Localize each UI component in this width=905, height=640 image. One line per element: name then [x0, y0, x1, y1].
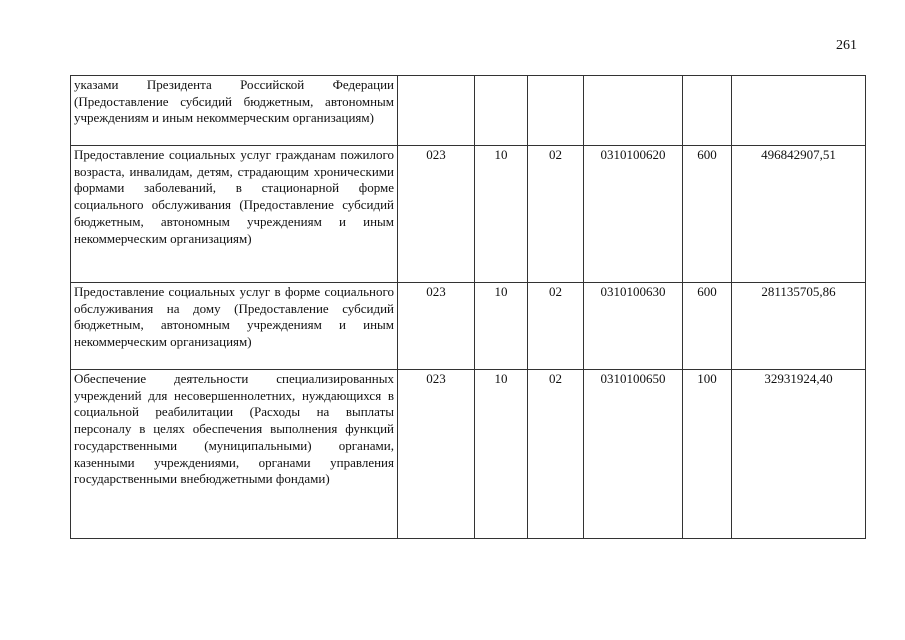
expense-type-code	[683, 76, 732, 146]
table-row	[71, 76, 866, 146]
row-description: Предоставление социальных услуг гражданам пожилого возраста, инвалидам, детям, страдающим хроническими формами заболеваний, в стационарной форме социального обслуживания (Предоставление субсидий бюджетным, автономным учреждениям и иным некоммерческим организациям)	[71, 146, 398, 283]
expense-type-code: 600	[683, 146, 732, 283]
target-article-code: 0310100630	[584, 283, 683, 370]
section-code	[475, 76, 528, 146]
subsection-code: 02	[528, 370, 584, 539]
expense-type-code: 100	[683, 370, 732, 539]
section-code: 10	[475, 370, 528, 539]
target-article-code	[584, 76, 683, 146]
ministry-code	[398, 76, 475, 146]
amount: 496842907,51	[732, 146, 866, 283]
budget-table	[70, 75, 866, 539]
table-row	[71, 146, 866, 283]
target-article-code: 0310100620	[584, 146, 683, 283]
page-number: 261	[836, 38, 857, 53]
section-code: 10	[475, 283, 528, 370]
table-row	[71, 370, 866, 539]
row-description: указами Президента Российской Федерации (Предоставление субсидий бюджетным, автономным учреждениям и иным некоммерческим организациям)	[71, 76, 398, 146]
section-code: 10	[475, 146, 528, 283]
amount: 281135705,86	[732, 283, 866, 370]
ministry-code: 023	[398, 370, 475, 539]
subsection-code: 02	[528, 283, 584, 370]
row-description: Предоставление социальных услуг в форме социального обслуживания на дому (Предоставление субсидий бюджетным, автономным учреждениям и иным некоммерческим организациям)	[71, 283, 398, 370]
subsection-code: 02	[528, 146, 584, 283]
expense-type-code: 600	[683, 283, 732, 370]
table-row	[71, 283, 866, 370]
subsection-code	[528, 76, 584, 146]
row-description: Обеспечение деятельности специализированных учреждений для несовершеннолетних, нуждающихся в социальной реабилитации (Расходы на выплаты персоналу в целях обеспечения выполнения функций государственными (муниципальными) органами, казенными учреждениями, органами управления государственными внебюджетными фондами)	[71, 370, 398, 539]
amount	[732, 76, 866, 146]
ministry-code: 023	[398, 146, 475, 283]
ministry-code: 023	[398, 283, 475, 370]
amount: 32931924,40	[732, 370, 866, 539]
target-article-code: 0310100650	[584, 370, 683, 539]
